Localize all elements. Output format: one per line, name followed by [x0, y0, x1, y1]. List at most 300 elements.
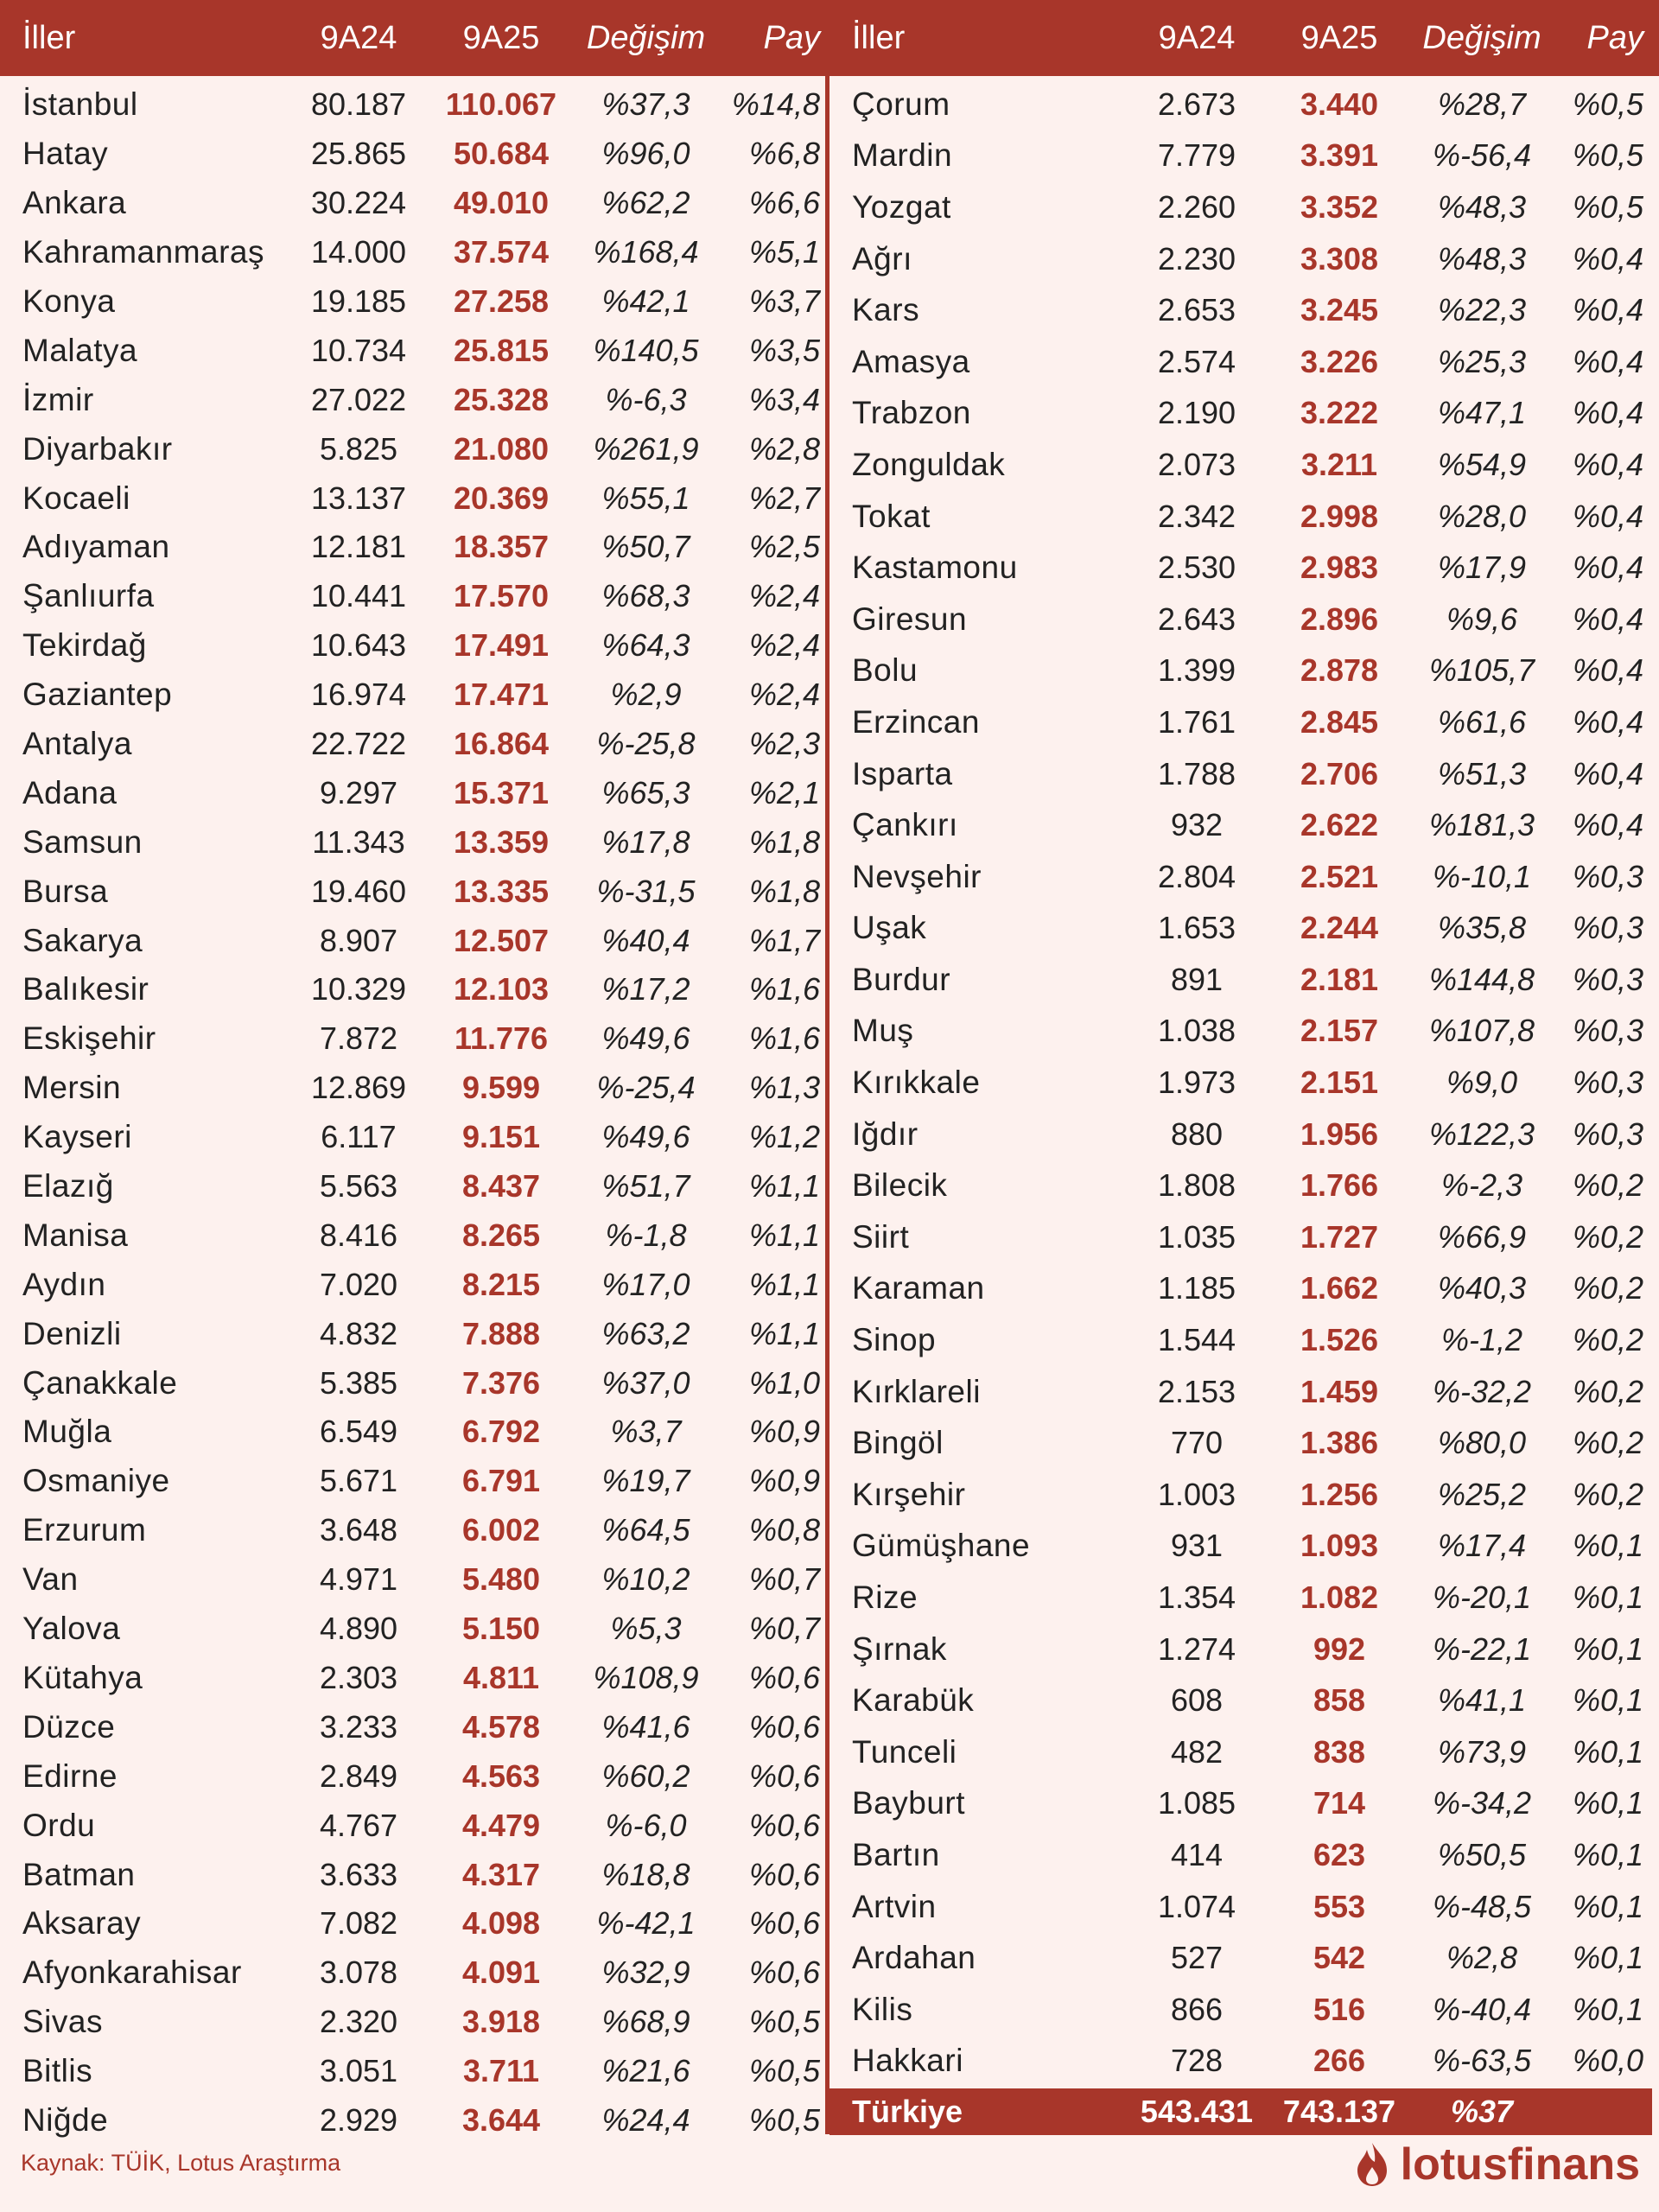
change-value: %-63,5 [1432, 2043, 1532, 2079]
province-name: Çankırı [852, 807, 958, 843]
share-value: %0,3 [1572, 961, 1643, 997]
right-table-body [830, 76, 1659, 2087]
province-name: Bingöl [852, 1425, 944, 1461]
change-value: %50,7 [601, 529, 690, 565]
change-value: %17,2 [601, 971, 690, 1007]
share-value: %0,5 [748, 2053, 820, 2089]
share-value: %0,4 [1572, 395, 1643, 431]
change-value: %64,5 [601, 1512, 690, 1548]
value-9a24: 1.003 [1157, 1476, 1236, 1512]
value-9a24: 1.544 [1157, 1322, 1236, 1358]
change-value: %-32,2 [1432, 1373, 1532, 1409]
value-9a25: 4.563 [461, 1758, 541, 1794]
value-9a25: 7.888 [461, 1315, 541, 1351]
share-value: %0,5 [748, 2004, 820, 2040]
change-value: %54,9 [1437, 446, 1527, 482]
table-row [0, 1702, 825, 1751]
value-9a24: 891 [1170, 961, 1224, 997]
table-row [830, 1211, 1659, 1263]
share-value: %0,3 [1572, 1116, 1643, 1152]
province-name: Gaziantep [22, 677, 173, 713]
change-value: %17,8 [601, 823, 690, 860]
table-row [0, 326, 825, 375]
table-row [0, 1064, 825, 1113]
value-9a25: 2.706 [1300, 755, 1379, 791]
table-row [830, 1881, 1659, 1933]
value-9a24: 482 [1170, 1733, 1224, 1770]
value-9a24: 16.974 [310, 677, 407, 713]
table-row [0, 1113, 825, 1162]
value-9a24: 4.971 [319, 1561, 398, 1598]
change-value: %49,6 [601, 1020, 690, 1057]
value-9a25: 2.622 [1300, 807, 1379, 843]
share-value: %2,5 [748, 529, 820, 565]
value-9a25: 1.766 [1300, 1167, 1379, 1204]
share-value: %0,5 [748, 2101, 820, 2138]
change-value: %19,7 [601, 1463, 690, 1499]
value-9a25: 3.711 [462, 2053, 540, 2089]
value-9a24: 3.648 [319, 1512, 398, 1548]
province-name: Batman [22, 1856, 136, 1892]
value-9a24: 1.274 [1157, 1630, 1236, 1667]
value-9a25: 3.352 [1300, 188, 1379, 225]
value-9a24: 7.779 [1157, 137, 1236, 174]
value-9a25: 553 [1313, 1888, 1366, 1924]
share-value: %1,1 [748, 1315, 820, 1351]
table-row [0, 1457, 825, 1506]
change-value: %-6,0 [605, 1807, 687, 1843]
header-9a25: 9A25 [1300, 19, 1378, 56]
table-row [0, 1751, 825, 1801]
value-9a25: 7.376 [461, 1364, 541, 1401]
change-value: %9,6 [1446, 601, 1518, 637]
share-value: %0,1 [1572, 1630, 1643, 1667]
share-value: %0,4 [1572, 240, 1643, 276]
value-9a25: 3.308 [1300, 240, 1379, 276]
province-name: Düzce [22, 1708, 116, 1745]
value-9a25: 2.244 [1300, 910, 1379, 946]
change-value: %37,0 [601, 1364, 690, 1401]
change-value: %18,8 [601, 1856, 690, 1892]
table-row [830, 1778, 1659, 1830]
value-9a24: 5.671 [319, 1463, 398, 1499]
value-9a24: 728 [1170, 2043, 1224, 2079]
change-value: %107,8 [1428, 1013, 1535, 1049]
table-row [830, 233, 1659, 285]
change-value: %50,5 [1437, 1836, 1527, 1872]
table-row [830, 1932, 1659, 1984]
value-9a25: 714 [1313, 1785, 1366, 1821]
value-9a24: 2.849 [319, 1758, 398, 1794]
value-9a25: 3.211 [1300, 446, 1378, 482]
province-name: Giresun [852, 601, 968, 637]
left-table-header [0, 0, 825, 76]
province-name: Karaman [852, 1270, 985, 1306]
change-value: %35,8 [1437, 910, 1527, 946]
value-9a25: 1.727 [1300, 1218, 1379, 1255]
share-value: %2,8 [748, 430, 820, 467]
left-table [0, 0, 825, 2145]
value-9a24: 1.185 [1157, 1270, 1236, 1306]
change-value: %-1,2 [1440, 1322, 1523, 1358]
value-9a24: 3.078 [319, 1955, 398, 1991]
total-row [830, 2088, 1652, 2135]
value-9a24: 5.563 [319, 1168, 398, 1205]
value-9a25: 266 [1313, 2043, 1366, 2079]
province-name: Edirne [22, 1758, 118, 1794]
change-value: %122,3 [1428, 1116, 1535, 1152]
share-value: %5,1 [748, 234, 820, 270]
value-9a24: 2.320 [319, 2004, 398, 2040]
table-row [830, 799, 1659, 851]
share-value: %1,0 [748, 1364, 820, 1401]
share-value: %0,2 [1572, 1425, 1643, 1461]
header-pay: Pay [1586, 19, 1643, 56]
value-9a24: 30.224 [310, 185, 407, 221]
province-name: Aydın [22, 1266, 106, 1302]
table-row [0, 1899, 825, 1948]
share-value: %0,1 [1572, 1580, 1643, 1616]
change-value: %55,1 [601, 480, 690, 516]
province-name: Burdur [852, 961, 951, 997]
value-9a25: 15.371 [453, 774, 550, 810]
value-9a25: 623 [1313, 1836, 1366, 1872]
province-name: Şanlıurfa [22, 578, 155, 614]
province-name: Eskişehir [22, 1020, 156, 1057]
value-9a25: 27.258 [453, 283, 550, 319]
value-9a24: 527 [1170, 1940, 1224, 1976]
province-name: Iğdır [852, 1116, 918, 1152]
table-row [0, 2047, 825, 2096]
share-value: %1,3 [748, 1070, 820, 1106]
province-name: Kahramanmaraş [22, 234, 265, 270]
table-row [830, 1057, 1659, 1109]
value-9a24: 2.804 [1157, 858, 1236, 894]
table-row [0, 1555, 825, 1605]
value-9a24: 4.832 [319, 1315, 398, 1351]
province-name: Muğla [22, 1414, 112, 1450]
table-row [830, 1417, 1659, 1469]
value-9a24: 3.233 [319, 1708, 398, 1745]
table-row [830, 1675, 1659, 1726]
share-value: %0,9 [748, 1414, 820, 1450]
value-9a24: 13.137 [310, 480, 407, 516]
value-9a25: 17.570 [453, 578, 550, 614]
province-name: Samsun [22, 823, 143, 860]
change-value: %66,9 [1437, 1218, 1527, 1255]
share-value: %0,1 [1572, 1940, 1643, 1976]
share-value: %1,8 [748, 873, 820, 909]
province-name: Yalova [22, 1611, 121, 1647]
province-name: Diyarbakır [22, 430, 173, 467]
province-name: Bilecik [852, 1167, 948, 1204]
source-note: Kaynak: TÜİK, Lotus Araştırma [21, 2150, 341, 2176]
value-9a25: 1.386 [1300, 1425, 1379, 1461]
share-value: %0,6 [748, 1856, 820, 1892]
province-name: Amasya [852, 343, 970, 379]
value-9a25: 3.245 [1300, 292, 1379, 328]
value-9a24: 1.973 [1157, 1065, 1236, 1101]
value-9a25: 1.526 [1300, 1322, 1379, 1358]
table-row [0, 965, 825, 1014]
value-9a25: 12.507 [453, 922, 550, 958]
total-9a25: 743.137 [1282, 2094, 1396, 2129]
value-9a25: 992 [1313, 1630, 1366, 1667]
value-9a24: 2.342 [1157, 498, 1236, 534]
province-name: Malatya [22, 332, 138, 368]
value-9a25: 17.471 [453, 677, 550, 713]
share-value: %0,2 [1572, 1322, 1643, 1358]
header-9a24: 9A24 [1158, 19, 1236, 56]
table-row [0, 130, 825, 179]
change-value: %65,3 [601, 774, 690, 810]
share-value: %1,8 [748, 823, 820, 860]
share-value: %1,1 [748, 1168, 820, 1205]
value-9a25: 5.480 [461, 1561, 541, 1598]
value-9a25: 1.459 [1300, 1373, 1379, 1409]
share-value: %0,4 [1572, 550, 1643, 586]
share-value: %0,5 [1572, 188, 1643, 225]
value-9a24: 4.767 [319, 1807, 398, 1843]
share-value: %0,2 [1572, 1373, 1643, 1409]
change-value: %49,6 [601, 1119, 690, 1155]
province-name: Ankara [22, 185, 127, 221]
change-value: %42,1 [601, 283, 690, 319]
share-value: %0,8 [748, 1512, 820, 1548]
change-value: %63,2 [601, 1315, 690, 1351]
province-name: Kocaeli [22, 480, 130, 516]
share-value: %0,4 [1572, 498, 1643, 534]
table-row [0, 1801, 825, 1850]
change-value: %-31,5 [596, 873, 696, 909]
share-value: %0,3 [1572, 1013, 1643, 1049]
value-9a25: 516 [1313, 1991, 1366, 2027]
value-9a25: 25.328 [453, 381, 550, 417]
table-row [830, 748, 1659, 800]
table-row [830, 696, 1659, 748]
province-name: İstanbul [22, 86, 138, 123]
value-9a24: 2.260 [1157, 188, 1236, 225]
value-9a24: 4.890 [319, 1611, 398, 1647]
value-9a25: 16.864 [453, 726, 550, 762]
change-value: %62,2 [601, 185, 690, 221]
value-9a24: 10.441 [310, 578, 407, 614]
value-9a25: 2.181 [1300, 961, 1379, 997]
value-9a25: 25.815 [453, 332, 550, 368]
share-value: %0,5 [1572, 137, 1643, 174]
value-9a25: 2.896 [1300, 601, 1379, 637]
value-9a25: 1.662 [1300, 1270, 1379, 1306]
table-row [830, 1469, 1659, 1521]
header-iller: İller [22, 19, 76, 56]
province-name: Sinop [852, 1322, 937, 1358]
header-pay: Pay [763, 19, 820, 56]
change-value: %-1,8 [605, 1217, 687, 1253]
province-name: Van [22, 1561, 79, 1598]
table-row [830, 1263, 1659, 1315]
value-9a25: 4.811 [462, 1659, 540, 1695]
province-name: Elazığ [22, 1168, 114, 1205]
province-name: Balıkesir [22, 971, 149, 1007]
value-9a24: 12.869 [310, 1070, 407, 1106]
change-value: %168,4 [593, 234, 699, 270]
value-9a25: 2.878 [1300, 652, 1379, 689]
value-9a24: 1.354 [1157, 1580, 1236, 1616]
share-value: %2,3 [748, 726, 820, 762]
value-9a24: 22.722 [310, 726, 407, 762]
value-9a25: 1.082 [1300, 1580, 1379, 1616]
province-name: Kilis [852, 1991, 913, 2027]
value-9a24: 2.190 [1157, 395, 1236, 431]
value-9a24: 770 [1170, 1425, 1224, 1461]
table-row [830, 1006, 1659, 1058]
table-row [0, 80, 825, 130]
province-name: Tekirdağ [22, 627, 147, 664]
province-name: Kars [852, 292, 920, 328]
province-name: Nevşehir [852, 858, 982, 894]
province-name: Afyonkarahisar [22, 1955, 242, 1991]
value-9a24: 2.530 [1157, 550, 1236, 586]
value-9a25: 3.226 [1300, 343, 1379, 379]
table-row [0, 1850, 825, 1899]
change-value: %22,3 [1437, 292, 1527, 328]
value-9a24: 1.399 [1157, 652, 1236, 689]
value-9a24: 10.734 [310, 332, 407, 368]
value-9a24: 5.385 [319, 1364, 398, 1401]
value-9a25: 1.093 [1300, 1528, 1379, 1564]
change-value: %48,3 [1437, 188, 1527, 225]
share-value: %0,2 [1572, 1476, 1643, 1512]
value-9a25: 8.215 [461, 1266, 541, 1302]
table-row [0, 1948, 825, 1998]
header-9a25: 9A25 [462, 19, 540, 56]
share-value: %0,4 [1572, 652, 1643, 689]
province-name: Erzincan [852, 703, 980, 740]
province-name: Aksaray [22, 1905, 142, 1942]
share-value: %0,7 [748, 1611, 820, 1647]
change-value: %140,5 [593, 332, 699, 368]
change-value: %-6,3 [605, 381, 687, 417]
value-9a24: 2.574 [1157, 343, 1236, 379]
value-9a25: 4.317 [461, 1856, 541, 1892]
province-name: Bolu [852, 652, 918, 689]
table-row [0, 1309, 825, 1358]
change-value: %40,3 [1437, 1270, 1527, 1306]
table-row [830, 284, 1659, 336]
brand-name: lotusfinans [1400, 2139, 1640, 2190]
province-name: Isparta [852, 755, 953, 791]
province-name: Ordu [22, 1807, 96, 1843]
table-row [830, 903, 1659, 955]
change-value: %108,9 [593, 1659, 699, 1695]
value-9a25: 6.792 [461, 1414, 541, 1450]
value-9a25: 1.956 [1300, 1116, 1379, 1152]
province-name: Zonguldak [852, 446, 1006, 482]
change-value: %32,9 [601, 1955, 690, 1991]
province-name: Gümüşhane [852, 1528, 1031, 1564]
table-row [0, 1408, 825, 1457]
table-row [0, 916, 825, 965]
province-name: Kırıkkale [852, 1065, 981, 1101]
province-name: İzmir [22, 381, 94, 417]
share-value: %1,6 [748, 971, 820, 1007]
change-value: %48,3 [1437, 240, 1527, 276]
share-value: %0,2 [1572, 1270, 1643, 1306]
value-9a25: 21.080 [453, 430, 550, 467]
value-9a24: 8.416 [319, 1217, 398, 1253]
value-9a24: 9.297 [319, 774, 398, 810]
change-value: %40,4 [601, 922, 690, 958]
share-value: %0,6 [748, 1708, 820, 1745]
value-9a25: 3.440 [1300, 86, 1379, 122]
value-9a24: 2.653 [1157, 292, 1236, 328]
share-value: %0,1 [1572, 1528, 1643, 1564]
province-name: Tunceli [852, 1733, 957, 1770]
province-name: Adıyaman [22, 529, 170, 565]
change-value: %-42,1 [596, 1905, 696, 1942]
table-row [0, 572, 825, 621]
province-name: Muş [852, 1013, 914, 1049]
table-row [830, 79, 1659, 130]
value-9a24: 1.761 [1157, 703, 1236, 740]
province-name: Erzurum [22, 1512, 147, 1548]
province-name: Adana [22, 774, 118, 810]
value-9a24: 866 [1170, 1991, 1224, 2027]
change-value: %51,3 [1437, 755, 1527, 791]
share-value: %0,1 [1572, 1991, 1643, 2027]
province-name: Bitlis [22, 2053, 93, 2089]
province-name: Manisa [22, 1217, 129, 1253]
value-9a24: 14.000 [310, 234, 407, 270]
value-9a24: 19.460 [310, 873, 407, 909]
change-value: %-25,8 [596, 726, 696, 762]
total-name: Türkiye [852, 2094, 963, 2129]
table-row [830, 1572, 1659, 1624]
change-value: %261,9 [593, 430, 699, 467]
change-value: %51,7 [601, 1168, 690, 1205]
value-9a24: 5.825 [319, 430, 398, 467]
value-9a25: 9.599 [461, 1070, 541, 1106]
share-value: %6,6 [748, 185, 820, 221]
value-9a25: 542 [1313, 1940, 1366, 1976]
share-value: %0,6 [748, 1955, 820, 1991]
value-9a25: 858 [1313, 1682, 1366, 1719]
value-9a25: 50.684 [453, 136, 550, 172]
table-row [0, 1211, 825, 1260]
province-name: Denizli [22, 1315, 122, 1351]
table-row [0, 179, 825, 228]
value-9a24: 1.653 [1157, 910, 1236, 946]
value-9a24: 2.673 [1157, 86, 1236, 122]
change-value: %-34,2 [1432, 1785, 1532, 1821]
change-value: %2,8 [1446, 1940, 1518, 1976]
value-9a24: 414 [1170, 1836, 1224, 1872]
value-9a24: 1.788 [1157, 755, 1236, 791]
table-row [830, 181, 1659, 233]
table-row [830, 336, 1659, 388]
table-row [830, 1829, 1659, 1881]
change-value: %105,7 [1428, 652, 1535, 689]
value-9a25: 12.103 [453, 971, 550, 1007]
change-value: %-10,1 [1432, 858, 1532, 894]
province-name: Bursa [22, 873, 109, 909]
share-value: %1,1 [748, 1217, 820, 1253]
value-9a25: 4.098 [461, 1905, 541, 1942]
change-value: %-56,4 [1432, 137, 1532, 174]
change-value: %47,1 [1437, 395, 1527, 431]
table-row [0, 1605, 825, 1654]
share-value: %2,4 [748, 627, 820, 664]
